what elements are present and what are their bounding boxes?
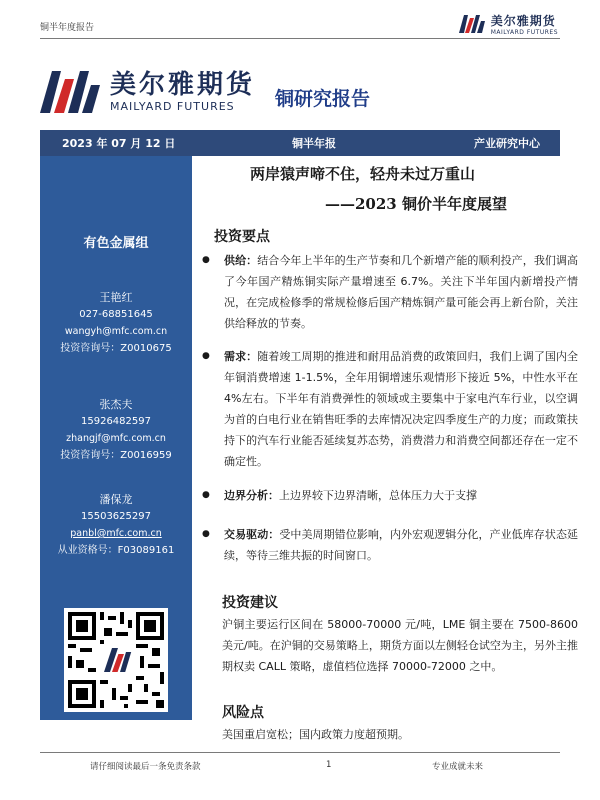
report-name: 铜研究报告 bbox=[275, 88, 371, 110]
analyst-card bbox=[40, 396, 192, 464]
analyst-sidebar bbox=[40, 156, 192, 720]
banner-logo-en: MAILYARD FUTURES bbox=[110, 100, 235, 113]
report-kind: 铜半年报 bbox=[292, 137, 336, 150]
mailyard-logo-icon bbox=[40, 71, 102, 113]
analyst-email[interactable]: zhangjf@mfc.com.cn bbox=[66, 433, 166, 444]
list-item bbox=[200, 485, 578, 506]
header-logo bbox=[459, 12, 558, 36]
research-group: 有色金属组 bbox=[83, 236, 149, 251]
analyst-email[interactable]: wangyh@mfc.com.cn bbox=[64, 326, 168, 337]
point-text: 受中美周期错位影响，内外宏观逻辑分化，产业低库存状态延续，等待三维共振的时间窗口。 bbox=[224, 528, 579, 562]
qr-code[interactable] bbox=[64, 608, 168, 712]
info-bar bbox=[40, 130, 560, 156]
advice-text: 沪铜主要运行区间在 58000-70000 元/吨，LME 铜主要在 7500-8600 美元/吨。在沪铜的交易策略上，期货方面以左侧轻仓试空为主，另外主推期权卖 CALL 策略，虚值档位选择 70000-72000 之中。 bbox=[222, 618, 578, 673]
bullet-icon: ● bbox=[202, 255, 210, 265]
footer-slogan: 专业成就未来 bbox=[432, 762, 484, 772]
footer-divider bbox=[40, 752, 560, 753]
section-heading-risk: 风险点 bbox=[222, 705, 264, 721]
point-label: 需求： bbox=[224, 350, 258, 363]
page-number: 1 bbox=[326, 760, 332, 770]
analyst-license: 投资咨询号：Z0010675 bbox=[60, 343, 172, 354]
point-label: 边界分析： bbox=[224, 489, 279, 502]
mailyard-logo-icon bbox=[459, 15, 485, 33]
point-label: 交易驱动： bbox=[224, 528, 280, 541]
analyst-phone: 15503625297 bbox=[81, 511, 151, 522]
analyst-card bbox=[40, 289, 192, 357]
bullet-icon: ● bbox=[202, 351, 210, 361]
analyst-phone: 15926482597 bbox=[81, 416, 151, 427]
report-department: 产业研究中心 bbox=[474, 137, 540, 150]
risk-text: 美国重启宽松；国内政策力度超预期。 bbox=[222, 728, 409, 741]
list-item bbox=[200, 524, 578, 566]
qr-code-icon bbox=[64, 608, 168, 712]
banner-logo-cn: 美尔雅期货 bbox=[110, 70, 256, 100]
point-label: 供给： bbox=[224, 254, 258, 267]
analyst-phone: 027-68851645 bbox=[79, 309, 153, 320]
banner-logo bbox=[40, 70, 255, 113]
analyst-email[interactable]: panbl@mfc.com.cn bbox=[70, 528, 162, 539]
analyst-name: 张杰夫 bbox=[99, 398, 133, 411]
analyst-card bbox=[40, 491, 192, 559]
list-item bbox=[200, 346, 578, 472]
list-item bbox=[200, 250, 578, 334]
section-heading-points: 投资要点 bbox=[214, 229, 270, 245]
analyst-license: 投资咨询号：Z0016959 bbox=[60, 450, 172, 461]
analyst-name: 王艳红 bbox=[99, 291, 133, 304]
report-subtitle: ——2023 铜价半年度展望 bbox=[325, 195, 507, 213]
report-title: 两岸猿声啼不住，轻舟未过万重山 bbox=[250, 165, 476, 183]
analyst-license: 从业资格号：F03089161 bbox=[57, 545, 175, 556]
running-header-label: 铜半年度报告 bbox=[40, 23, 95, 33]
section-heading-advice: 投资建议 bbox=[222, 595, 278, 611]
bullet-icon: ● bbox=[202, 529, 210, 539]
analyst-name: 潘保龙 bbox=[99, 493, 133, 506]
point-text: 上边界较下边界清晰，总体压力大于支撑 bbox=[279, 489, 477, 502]
bullet-icon: ● bbox=[202, 490, 210, 500]
point-text: 随着竣工周期的推进和耐用品消费的政策回归，我们上调了国内全年铜消费增速 1-1.5%，全年用铜增速乐观情形下接近 5%，中性水平在 4%左右。下半年有消费弹性的领域或主要集中于家电汽车行业，以空调为首的白电行业在销售旺季的去库情况决定四季度生产的力度；而政策扶持下的汽车行业能否延续复苏态势，消费潜力和消费空间都还存在一定不确定性。 bbox=[224, 350, 579, 468]
footer-disclaimer-note: 请仔细阅读最后一条免责条款 bbox=[90, 762, 201, 772]
header-logo-en: MAILYARD FUTURES bbox=[490, 29, 558, 36]
header-divider bbox=[40, 38, 560, 39]
header-logo-cn: 美尔雅期货 bbox=[490, 14, 556, 28]
point-text: 结合今年上半年的生产节奏和几个新增产能的顺利投产，我们调高了今年国产精炼铜实际产量增速至 6.7%。关注下半年国内新增投产情况，在完成检修季的常规检修后国产精炼铜产量可能会再上新台阶，关注供给释放的节奏。 bbox=[224, 254, 579, 330]
report-date: 2023 年 07 月 12 日 bbox=[62, 137, 176, 150]
